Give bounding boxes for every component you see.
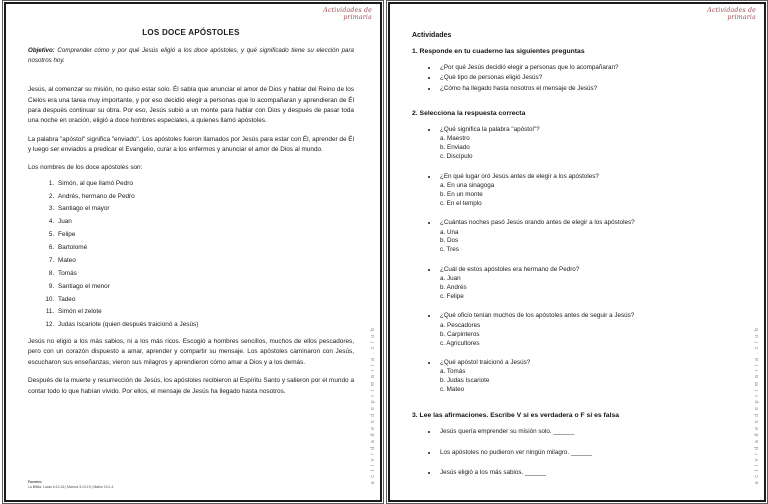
mc-options <box>440 135 738 162</box>
mc-option[interactable]: b. Carpinteros <box>440 330 480 338</box>
list-item <box>438 311 738 348</box>
list-item: • ¿Por qué Jesús decidió elegir a personas que lo acompañaran? <box>438 63 738 72</box>
activities-heading: Actividades <box>412 32 452 39</box>
side-watermark-left: a c t i v i d a d e s d e p r i m a r i a . c l u b <box>370 326 376 484</box>
section-2 <box>412 110 738 395</box>
list-item[interactable] <box>438 427 738 436</box>
mc-option[interactable]: c. Agricultores <box>440 339 480 347</box>
tf-statement: Los apóstoles no pudieron ver ningún milagro. ______ <box>440 448 592 456</box>
mc-question: ¿Cuál de estos apóstoles era hermano de Pedro? <box>440 265 580 273</box>
body-paragraph-1: Jesús, al comenzar su misión, no quiso estar solo. Él sabía que anunciar el amor de Dios y hablar del Reino de los Cielos era una tarea muy importante, y por eso decidió elegir a personas que lo acompañaran y aprendieran de Él para después continuar su obra. Por eso, Jesús subió a un monte para hablar con Dios y después de pasar toda una noche en oración, eligió a doce hombres especiales, a quienes llamó apóstoles. <box>28 86 354 125</box>
mc-question: ¿Qué significa la palabra "apóstol"? <box>440 125 540 133</box>
mc-option[interactable]: c. Tres <box>440 246 459 254</box>
sources-body: La Biblia: Lucas 6:12-16 | Marcos 3:13-19 | Mateo 10:1-4 <box>28 485 114 490</box>
mc-question: ¿Qué apóstol traicionó a Jesús? <box>440 359 531 367</box>
body-paragraph-2: La palabra "apóstol" significa "enviado". Los apóstoles fueron llamados por Jesús para estar con Él, aprender de Él y luego ser enviados a predicar el Evangelio, curar a los enfermos y anunciar el amor de Dios al mundo. <box>28 135 354 154</box>
page-right <box>388 2 766 502</box>
apostles-list <box>28 180 354 329</box>
list-item: 2. Andrés, hermano de Pedro <box>56 193 354 201</box>
list-item <box>438 265 738 302</box>
sources-title: Fuentes: <box>28 480 43 485</box>
mc-option[interactable]: a. Tomás <box>440 368 466 376</box>
list-item: • ¿Qué tipo de personas eligió Jesús? <box>438 73 738 82</box>
section-3 <box>412 412 738 477</box>
right-page-content <box>412 24 738 492</box>
mc-option[interactable]: a. En una sinagoga <box>440 181 495 189</box>
section-2-question-list <box>412 125 738 395</box>
page-left <box>4 2 382 502</box>
section-3-statement-list <box>412 427 738 477</box>
list-item: • ¿Cómo ha llegado hasta nosotros el mensaje de Jesús? <box>438 84 738 93</box>
list-item <box>438 218 738 255</box>
tf-statement: Jesús eligió a los más sabios. ______ <box>440 468 547 476</box>
tf-statement: Jesús quería emprender su misión solo. ______ <box>440 428 575 436</box>
list-item: 11. Simón el zelote <box>56 308 354 316</box>
objective-block <box>28 46 354 65</box>
mc-option[interactable]: a. Pescadores <box>440 321 481 329</box>
mc-options <box>440 275 738 302</box>
list-item: 8. Tomás <box>56 270 354 278</box>
sources-footer <box>28 480 113 490</box>
apostles-list-intro: Los nombres de los doce apóstoles son: <box>28 164 143 172</box>
list-item: 7. Mateo <box>56 257 354 265</box>
list-item: 6. Bartolomé <box>56 244 354 252</box>
list-item: 4. Juan <box>56 218 354 226</box>
page-title: LOS DOCE APÓSTOLES <box>142 28 240 37</box>
section-1 <box>412 48 738 93</box>
brand-watermark <box>306 7 372 21</box>
mc-question: ¿Qué oficio tenían muchos de los apóstoles antes de seguir a Jesús? <box>440 312 635 320</box>
mc-option[interactable]: c. Felipe <box>440 293 464 300</box>
objective-text: Comprender cómo y por qué Jesús eligió a los doce apóstoles, y qué significado tiene su elección para nosotros hoy. <box>28 47 354 64</box>
list-item: 3. Santiago el mayor <box>56 205 354 213</box>
mc-option[interactable]: c. Mateo <box>440 386 465 394</box>
mc-option[interactable]: b. Enviado <box>440 144 470 152</box>
section-1-heading: 1. Responde en tu cuaderno las siguientes preguntas <box>412 48 585 55</box>
body-paragraph-4: Después de la muerte y resurrección de Jesús, los apóstoles recibieron al Espíritu Santo y salieron por el mundo a contar todo lo que habían vivido. Por ellos, el mensaje de Jesús ha llegado hasta nosotros. <box>28 377 354 395</box>
list-item: 1. Simón, al que llamó Pedro <box>56 180 354 188</box>
list-item: 9. Santiago el menor <box>56 283 354 291</box>
section-3-heading: 3. Lee las afirmaciones. Escribe V si es verdadera o F si es falsa <box>412 412 620 420</box>
list-item[interactable] <box>438 468 738 477</box>
brand-watermark-line2: primaria <box>343 14 372 22</box>
mc-option[interactable]: a. Juan <box>440 275 461 283</box>
mc-option[interactable]: b. Dos <box>440 237 459 245</box>
mc-option[interactable]: a. Maestro <box>440 135 470 143</box>
mc-question: ¿En qué lugar oró Jesús antes de elegir a los apóstoles? <box>440 172 599 180</box>
list-item <box>438 125 738 162</box>
mc-option[interactable]: b. En un monte <box>440 190 483 198</box>
left-page-content <box>28 24 354 492</box>
list-item <box>438 358 738 395</box>
mc-options <box>440 322 738 349</box>
mc-option[interactable]: a. Una <box>440 228 459 236</box>
brand-watermark-line1: Actividades de <box>707 7 756 14</box>
mc-question: ¿Cuántas noches pasó Jesús orando antes de elegir a los apóstoles? <box>440 219 635 227</box>
mc-option[interactable]: c. Discípulo <box>440 153 473 161</box>
body-paragraph-3: Jesús no eligió a los más sabios, ni a los más ricos. Escogió a hombres sencillos, muchos de ellos pescadores, pero con un corazón dispuesto a amar, aprender y compartir su mensaje. Los apóstoles caminaron con Jesús, escucharon sus enseñanzas, vieron sus milagros y aprendieron cómo amar a Dios y a los demás. <box>28 338 354 366</box>
mc-options <box>440 182 738 209</box>
brand-watermark-line1: Actividades de <box>323 7 372 14</box>
list-item: 5. Felipe <box>56 231 354 239</box>
side-watermark-right: a c t i v i d a d e s d e p r i m a r i a . c l u b <box>754 326 760 484</box>
brand-watermark-line2: primaria <box>727 14 756 22</box>
objective-label: Objetivo: <box>28 47 55 54</box>
mc-option[interactable]: b. Judas Iscariote <box>440 377 490 385</box>
list-item <box>438 172 738 209</box>
list-item[interactable] <box>438 448 738 457</box>
section-2-heading: 2. Selecciona la respuesta correcta <box>412 109 526 117</box>
mc-options <box>440 229 738 256</box>
mc-options <box>440 368 738 395</box>
mc-option[interactable]: c. En el templo <box>440 199 482 207</box>
section-1-question-list <box>412 63 738 93</box>
brand-watermark <box>690 7 756 21</box>
list-item: 12. Judas Iscariote (quien después traicionó a Jesús) <box>56 321 354 329</box>
list-item: 10. Tadeo <box>56 296 354 304</box>
mc-option[interactable]: b. Andrés <box>440 284 467 292</box>
